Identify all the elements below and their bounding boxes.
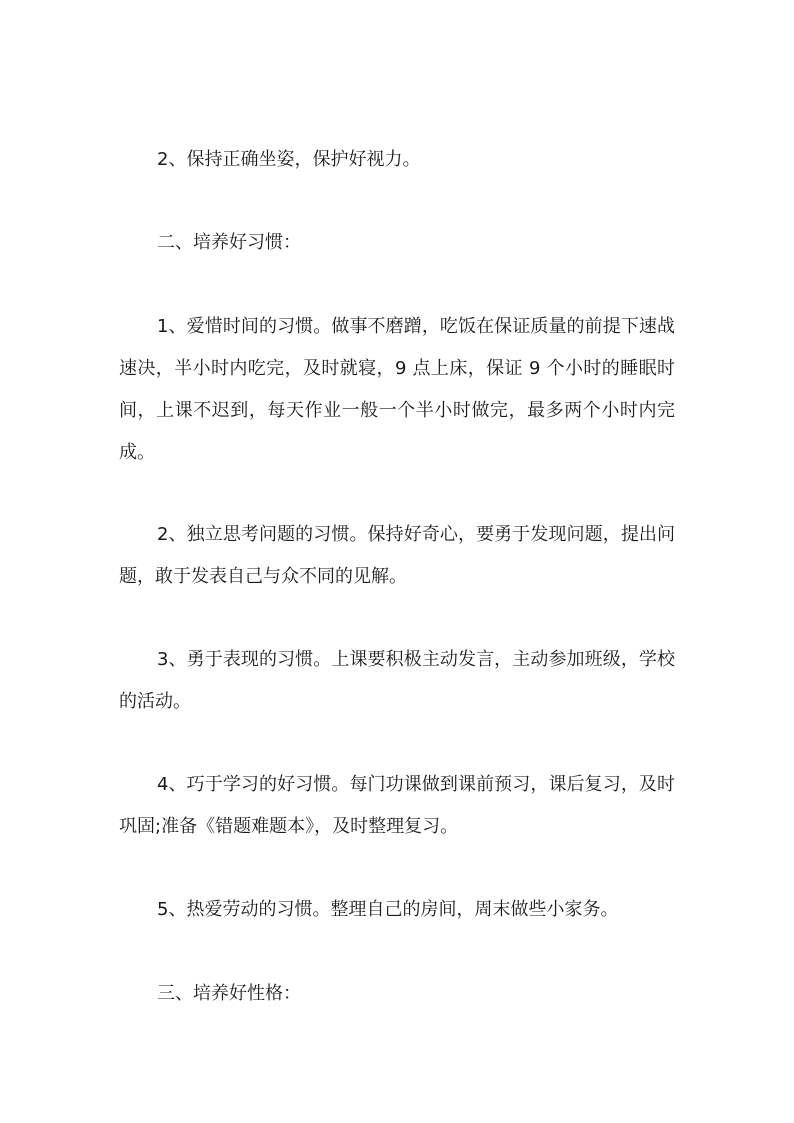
paragraph-study-habit: 4、巧于学习的好习惯。每门功课做到课前预习，课后复习，及时巩固;准备《错题难题本》，及时整理复习。 bbox=[119, 774, 675, 837]
heading-good-character: 三、培养好性格： bbox=[157, 983, 301, 1004]
paragraph-sitting-posture: 2、保持正确坐姿，保护好视力。 bbox=[157, 149, 421, 170]
paragraph-independent-thinking: 2、独立思考问题的习惯。保持好奇心，要勇于发现问题，提出问题，敢于发表自己与众不同的见解。 bbox=[119, 524, 675, 587]
paragraph-labor-habit: 5、热爱劳动的习惯。整理自己的房间，周末做些小家务。 bbox=[157, 899, 619, 920]
paragraph-time-habit: 1、爱惜时间的习惯。做事不磨蹭，吃饭在保证质量的前提下速战速决，半小时内吃完，及时就寝，9 点上床，保证 9 个小时的睡眠时间，上课不迟到，每天作业一般一个半小时做完，最多两个小时内完成。 bbox=[119, 316, 675, 463]
heading-good-habits: 二、培养好习惯： bbox=[157, 232, 301, 253]
paragraph-express-yourself: 3、勇于表现的习惯。上课要积极主动发言，主动参加班级，学校的活动。 bbox=[119, 649, 675, 712]
